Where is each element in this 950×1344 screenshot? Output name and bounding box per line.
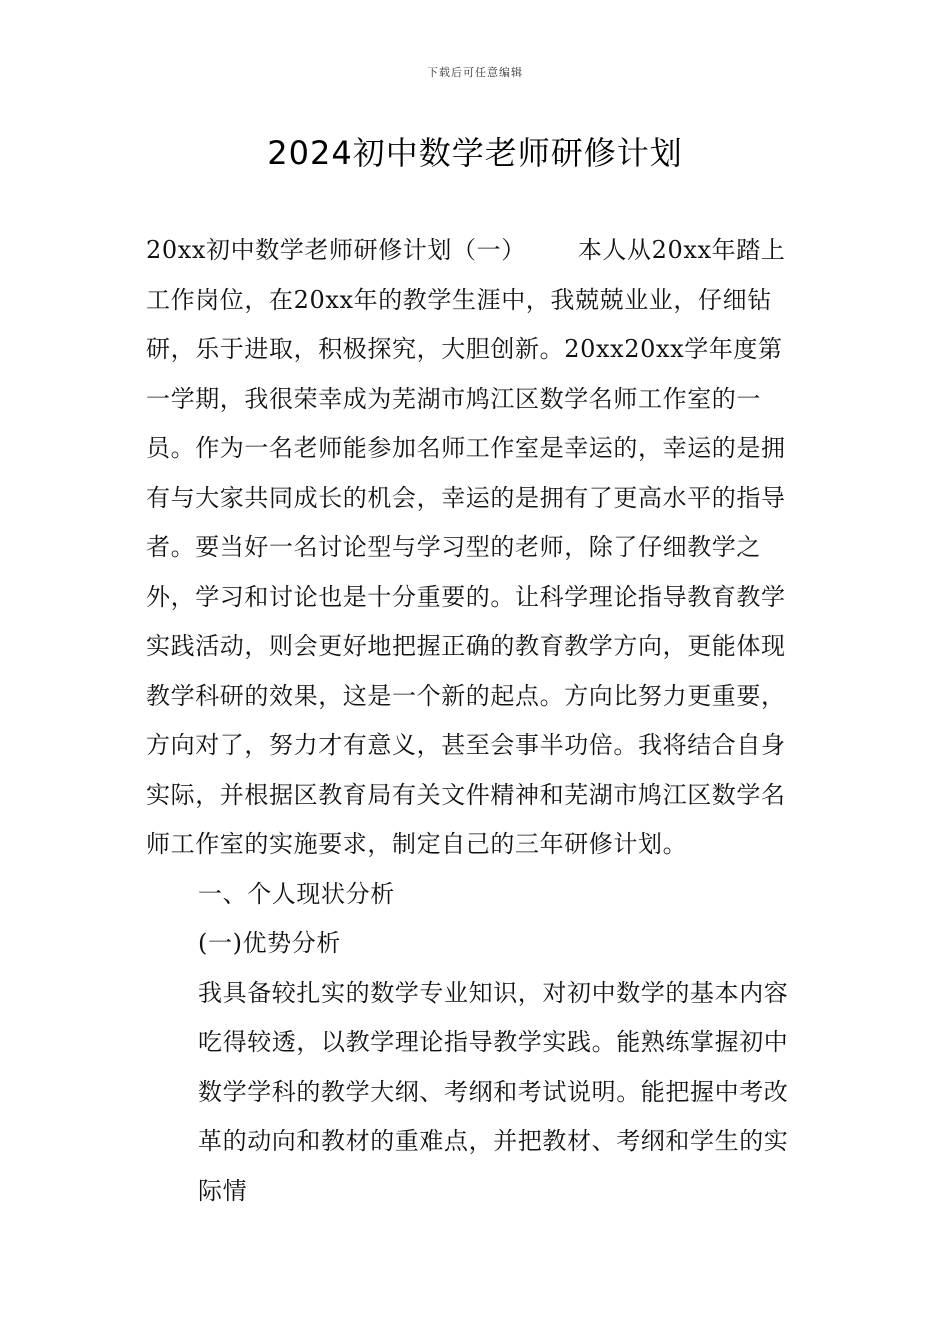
header-note: 下载后可任意编辑 (427, 66, 523, 79)
intro-text: 本人从20xx年踏上工作岗位，在20xx年的教学生涯中，我兢兢业业，仔细钻研，乐于进取，积极探究，大胆创新。20xx20xx学年度第一学期，我很荣幸成为芜湖市鸠江区数学名师工作室的一员。作为一名老师能参加名师工作室是幸运的，幸运的是拥有与大家共同成长的机会，幸运的是拥有了更高水平的指导者。要当好一名讨论型与学习型的老师，除了仔细教学之外，学习和讨论也是十分重要的。让科学理论指导教育教学实践活动，则会更好地把握正确的教育教学方向，更能体现教学科研的效果，这是一个新的起点。方向比努力更重要，方向对了，努力才有意义，甚至会事半功倍。我将结合自身实际，并根据区教育局有关文件精神和芜湖市鸠江区数学名师工作室的实施要求，制定自己的三年研修计划。 (146, 236, 786, 858)
plan-subtitle: 20xx初中数学老师研修计划（一） (146, 236, 526, 264)
subsection-heading: (一)优势分析 (198, 929, 341, 957)
section-heading: 一、个人现状分析 (198, 879, 395, 908)
document-title: 2024初中数学老师研修计划 (267, 134, 683, 172)
intro-paragraph (146, 226, 806, 870)
document-body (146, 226, 806, 1216)
advantages-paragraph: 我具备较扎实的数学专业知识，对初中数学的基本内容吃得较透，以教学理论指导教学实践。能熟练掌握初中数学学科的教学大纲、考纲和考试说明。能把握中考改革的动向和教材的重难点，并把教材、考纲和学生的实际情 (198, 978, 789, 1205)
